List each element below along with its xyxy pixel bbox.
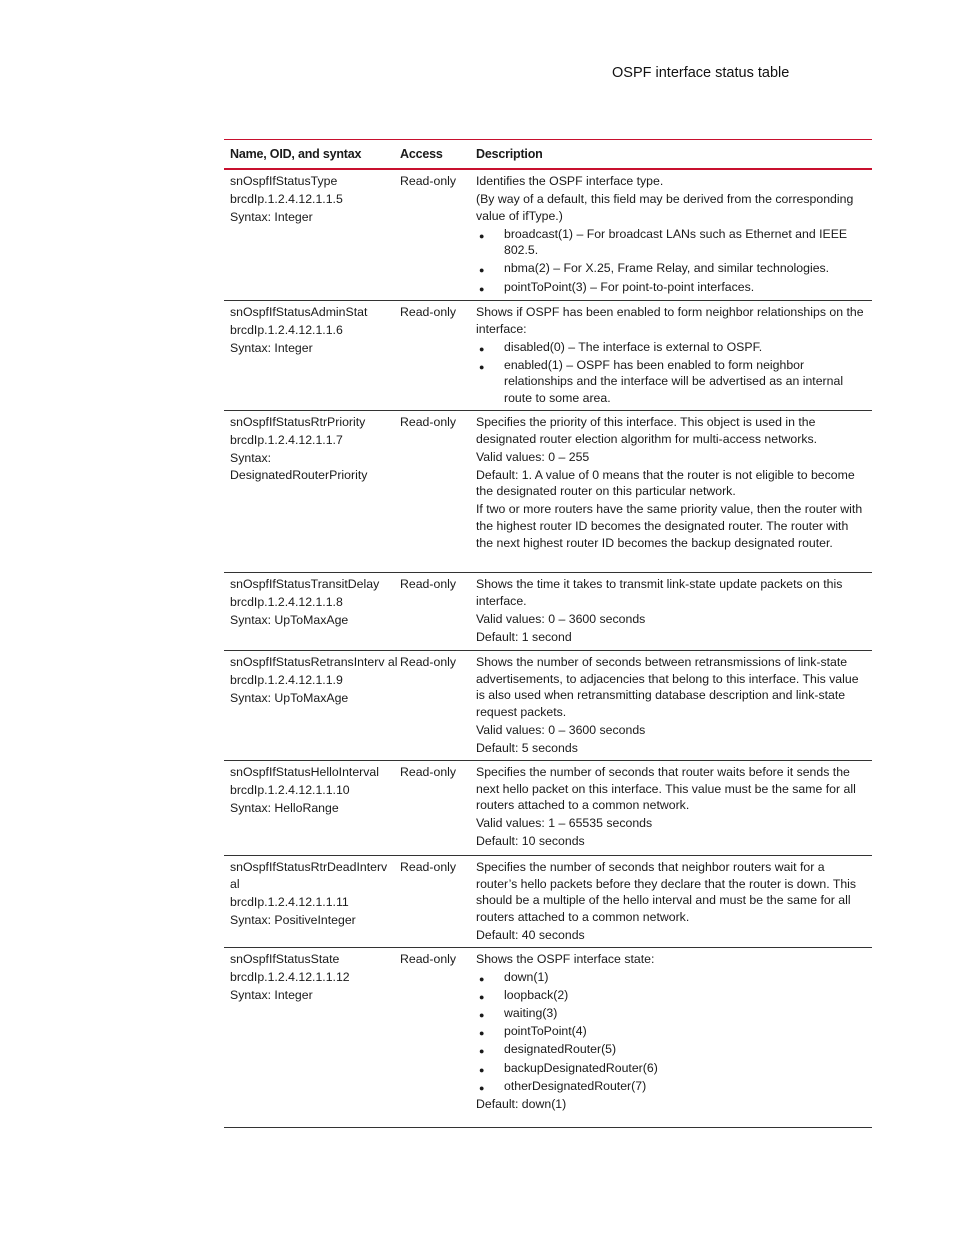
- bullet-item: [476, 987, 866, 1004]
- object-name: snOspfIfStatusRtrPriority: [230, 415, 366, 429]
- bullet-dot-icon: ●: [479, 343, 485, 354]
- bullet-text: backupDesignatedRouter(6): [504, 1060, 658, 1075]
- bullet-text: designatedRouter(5): [504, 1042, 617, 1057]
- description-paragraph: Shows if OSPF has been enabled to form neighbor relationships on the interface:: [476, 305, 864, 336]
- column-header-access: Access: [400, 147, 443, 161]
- bullet-text: nbma(2) – For X.25, Frame Relay, and similar technologies.: [504, 261, 830, 276]
- description-paragraph: Default: 1 second: [476, 629, 572, 644]
- cell-access: Read-only: [400, 415, 457, 429]
- description-paragraph: Valid values: 0 – 3600 seconds: [476, 722, 646, 737]
- table-header-row: [224, 140, 872, 170]
- bullet-dot-icon: ●: [479, 1082, 485, 1093]
- object-syntax: Syntax: Integer: [230, 988, 313, 1003]
- object-syntax: Syntax: DesignatedRouterPriority: [230, 451, 368, 482]
- bullet-item: [476, 1005, 866, 1022]
- object-name: snOspfIfStatusAdminStat: [230, 305, 368, 319]
- cell-description: [476, 764, 872, 855]
- object-syntax: Syntax: Integer: [230, 341, 313, 356]
- description-paragraph: Valid values: 0 – 3600 seconds: [476, 611, 646, 626]
- bullet-dot-icon: ●: [479, 361, 485, 372]
- bullet-text: broadcast(1) – For broadcast LANs such as Ethernet and IEEE 802.5.: [504, 226, 848, 258]
- description-bullet-list: [476, 339, 866, 407]
- cell-access: Read-only: [400, 860, 457, 874]
- description-bullet-list: [476, 226, 866, 295]
- bullet-text: waiting(3): [504, 1006, 558, 1021]
- table-row: [224, 301, 872, 411]
- description-paragraph: Valid values: 0 – 255: [476, 449, 590, 464]
- object-name: snOspfIfStatusHelloInterval: [230, 765, 379, 779]
- description-paragraph: Shows the time it takes to transmit link-state update packets on this interface.: [476, 577, 843, 608]
- cell-name-oid-syntax: [224, 951, 400, 1127]
- description-paragraph: Default: 1. A value of 0 means that the router is not eligible to become the designated router on this particular network.: [476, 467, 855, 499]
- cell-name-oid-syntax: [224, 764, 400, 855]
- running-header-title: OSPF interface status table: [612, 65, 790, 81]
- cell-description: [476, 414, 872, 572]
- bullet-dot-icon: ●: [479, 992, 485, 1003]
- bullet-item: [476, 1023, 866, 1040]
- bullet-text: enabled(1) – OSPF has been enabled to form neighbor relationships and the interface will be advertised as an internal route to some area.: [504, 357, 844, 405]
- cell-description: [476, 654, 872, 760]
- object-syntax: Syntax: PositiveInteger: [230, 912, 356, 927]
- cell-access: Read-only: [400, 305, 457, 319]
- object-name: snOspfIfStatusType: [230, 174, 338, 188]
- description-paragraph: Shows the number of seconds between retransmissions of link-state advertisements, to adjacencies that belong to this interface. This value is also used when retransmitting database description and link-state request packets.: [476, 655, 859, 719]
- table-body: [224, 170, 872, 1128]
- cell-access: Read-only: [400, 655, 457, 669]
- description-paragraph: Valid values: 1 – 65535 seconds: [476, 816, 653, 831]
- object-syntax: Syntax: HelloRange: [230, 801, 339, 816]
- bullet-dot-icon: ●: [479, 1046, 485, 1057]
- bullet-dot-icon: ●: [479, 265, 485, 276]
- cell-name-oid-syntax: [224, 304, 400, 410]
- object-oid: brcdIp.1.2.4.12.1.1.8: [230, 595, 343, 610]
- object-name: snOspfIfStatusState: [230, 952, 340, 966]
- description-bullet-list: [476, 969, 866, 1094]
- description-paragraph: Default: 40 seconds: [476, 927, 585, 942]
- description-paragraph: Specifies the priority of this interface. This object is used in the designated router election algorithm for multi-access networks.: [476, 415, 818, 446]
- object-oid: brcdIp.1.2.4.12.1.1.10: [230, 783, 350, 798]
- bullet-item: [476, 357, 866, 407]
- bullet-dot-icon: ●: [479, 1064, 485, 1075]
- description-paragraph: If two or more routers have the same priority value, then the router with the highest router ID becomes the designated router. The router with the next highest router ID becomes the backup designated router.: [476, 502, 863, 550]
- cell-access: Read-only: [400, 174, 457, 188]
- object-syntax: Syntax: UpToMaxAge: [230, 691, 349, 706]
- table-row: [224, 573, 872, 651]
- table-row: [224, 411, 872, 573]
- cell-name-oid-syntax: [224, 414, 400, 572]
- table-row: [224, 948, 872, 1128]
- object-name: snOspfIfStatusTransitDelay: [230, 577, 380, 591]
- object-oid: brcdIp.1.2.4.12.1.1.6: [230, 323, 343, 338]
- description-paragraph: Shows the OSPF interface state:: [476, 952, 655, 966]
- bullet-text: pointToPoint(4): [504, 1024, 587, 1039]
- bullet-item: [476, 226, 866, 259]
- object-syntax: Syntax: UpToMaxAge: [230, 613, 349, 628]
- description-paragraph: Specifies the number of seconds that neighbor routers wait for a router’s hello packets before they declare that the router is down. This should be a multiple of the hello interval and must be the same for all routers attached to a common network.: [476, 860, 857, 924]
- table-row: [224, 651, 872, 761]
- cell-name-oid-syntax: [224, 654, 400, 760]
- cell-description: [476, 304, 872, 410]
- cell-access: Read-only: [400, 577, 457, 591]
- bullet-dot-icon: ●: [479, 1010, 485, 1021]
- cell-access: Read-only: [400, 952, 457, 966]
- description-paragraph: (By way of a default, this field may be derived from the corresponding value of ifType.): [476, 192, 854, 223]
- bullet-item: [476, 260, 866, 277]
- object-oid: brcdIp.1.2.4.12.1.1.5: [230, 192, 343, 207]
- description-paragraph: Default: down(1): [476, 1096, 567, 1111]
- bullet-dot-icon: ●: [479, 283, 485, 294]
- object-name: snOspfIfStatusRetransInterv al: [230, 655, 398, 669]
- description-paragraph: Default: 10 seconds: [476, 834, 585, 849]
- bullet-text: down(1): [504, 970, 549, 985]
- object-oid: brcdIp.1.2.4.12.1.1.11: [230, 894, 349, 909]
- bullet-dot-icon: ●: [479, 974, 485, 985]
- bullet-text: otherDesignatedRouter(7): [504, 1078, 647, 1093]
- bullet-text: disabled(0) – The interface is external to OSPF.: [504, 339, 763, 354]
- object-name: snOspfIfStatusRtrDeadInterv al: [230, 860, 388, 891]
- bullet-item: [476, 1060, 866, 1077]
- bullet-text: loopback(2): [504, 988, 569, 1003]
- cell-description: [476, 859, 872, 947]
- description-paragraph: Specifies the number of seconds that router waits before it sends the next hello packet on this interface. This value must be the same for all routers attached to a common network.: [476, 765, 856, 813]
- bullet-item: [476, 339, 866, 356]
- bullet-text: pointToPoint(3) – For point-to-point interfaces.: [504, 279, 755, 294]
- cell-description: [476, 951, 872, 1127]
- object-oid: brcdIp.1.2.4.12.1.1.7: [230, 433, 343, 448]
- bullet-item: [476, 279, 866, 296]
- column-header-description: Description: [476, 147, 543, 161]
- bullet-dot-icon: ●: [479, 230, 485, 241]
- cell-name-oid-syntax: [224, 173, 400, 300]
- cell-description: [476, 173, 872, 300]
- cell-access: Read-only: [400, 765, 457, 779]
- table-row: [224, 761, 872, 856]
- cell-description: [476, 576, 872, 650]
- table-row: [224, 856, 872, 948]
- column-header-name: Name, OID, and syntax: [230, 147, 362, 161]
- bullet-item: [476, 1041, 866, 1058]
- bullet-item: [476, 1078, 866, 1095]
- bullet-item: [476, 969, 866, 986]
- ospf-interface-status-table: [224, 139, 872, 1128]
- object-syntax: Syntax: Integer: [230, 210, 313, 225]
- description-paragraph: Identifies the OSPF interface type.: [476, 174, 664, 188]
- object-oid: brcdIp.1.2.4.12.1.1.9: [230, 673, 343, 688]
- cell-name-oid-syntax: [224, 859, 400, 947]
- cell-name-oid-syntax: [224, 576, 400, 650]
- description-paragraph: Default: 5 seconds: [476, 740, 578, 755]
- bullet-dot-icon: ●: [479, 1028, 485, 1039]
- object-oid: brcdIp.1.2.4.12.1.1.12: [230, 970, 350, 985]
- table-row: [224, 170, 872, 301]
